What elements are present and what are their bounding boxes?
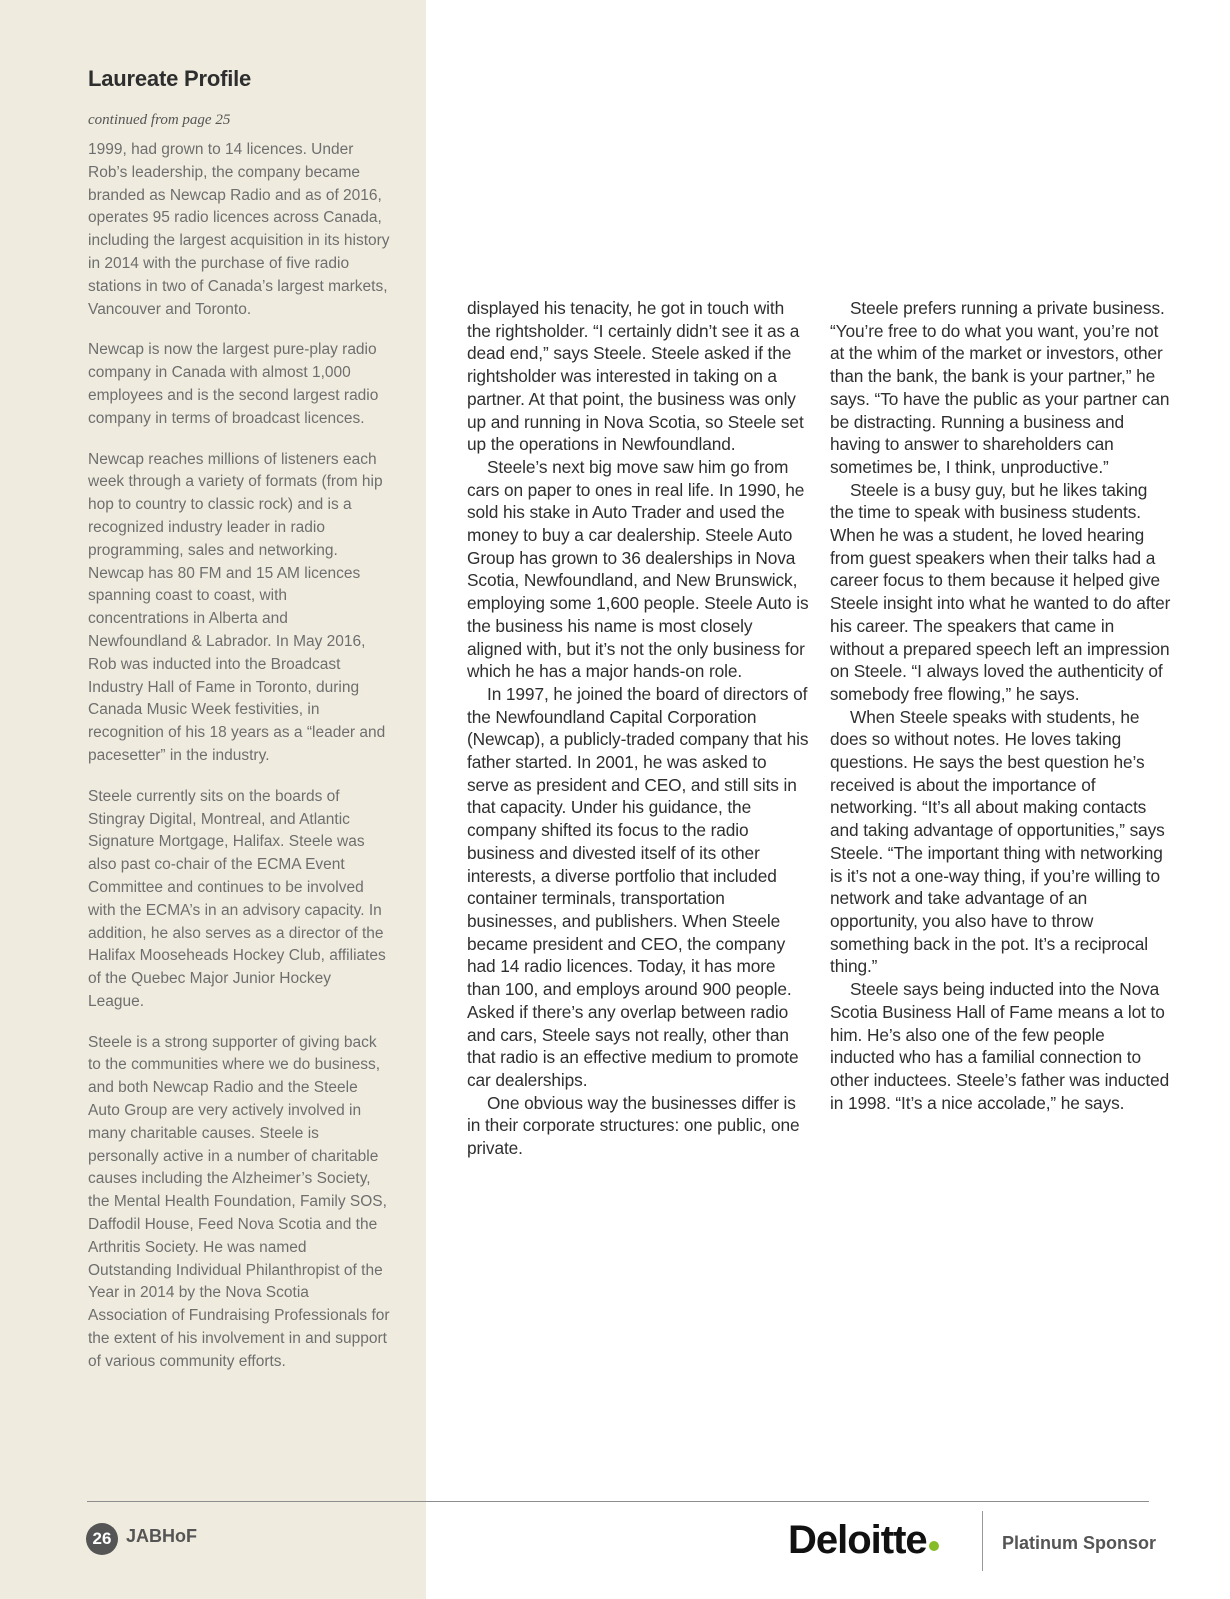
sponsor-logo-text: Deloitte — [788, 1518, 927, 1562]
continued-note: continued from page 25 — [88, 112, 231, 128]
article-column-2 — [830, 297, 1172, 1114]
article-paragraph: One obvious way the businesses differ is in their corporate structures: one public, one private. — [467, 1092, 800, 1159]
sponsor-logo — [788, 1515, 939, 1565]
article-paragraph: Steele says being inducted into the Nova Scotia Business Hall of Fame means a lot to him. He’s also one of the few people inducted who has a familial connection to other inductees. Steele’s father was inducted in 1998. “It’s a nice accolade,” he says. — [830, 979, 1170, 1113]
footer-divider — [87, 1501, 1149, 1502]
article-paragraph: displayed his tenacity, he got in touch with the rightsholder. “I certainly didn’t see it as a dead end,” says Steele. Steele asked if the rightsholder was interested in taking on a partner. At that point, the business was only up and running in Nova Scotia, so Steele set up the operations in Newfoundland. — [467, 298, 804, 455]
laureate-profile-sidebar — [88, 66, 390, 1392]
sponsor-logo-dot-icon — [929, 1541, 939, 1551]
sidebar-paragraph: 1999, had grown to 14 licences. Under Rob’s leadership, the company became branded as Newcap Radio and as of 2016, operates 95 radio licences across Canada, including the largest acquisition in its history in 2014 with the purchase of five radio stations in two of Canada’s largest markets, Vancouver and Toronto. — [88, 141, 390, 318]
article-paragraph: Steele prefers running a private business. “You’re free to do what you want, you’re not at the whim of the market or investors, other than the bank, the bank is your partner,” he says. “To have the public as your partner can be distracting. Running a business and having to answer to shareholders can sometimes be, I think, unproductive.” — [830, 298, 1170, 477]
article-column-1 — [467, 297, 809, 1160]
sidebar-paragraph: Newcap reaches millions of listeners each week through a variety of formats (from hip hop to country to classic rock) and is a recognized industry leader in radio programming, sales and networking. Newcap has 80 FM and 15 AM licences spanning coast to coast, with concentrations in Alberta and Newfoundland & Labrador. In May 2016, Rob was inducted into the Broadcast Industry Hall of Fame in Toronto, during Canada Music Week festivities, in recognition of his 18 years as a “leader and pacesetter” in the industry. — [88, 450, 386, 764]
sponsor-divider — [982, 1511, 983, 1571]
sidebar-title: Laureate Profile — [88, 66, 252, 91]
article-paragraph: Steele is a busy guy, but he likes taking the time to speak with business students. When he was a student, he loved hearing from guest speakers when their talks had a career focus to them because it helped give Steele insight into what he wanted to do after his career. The speakers that came in without a prepared speech left an impression on Steele. “I always loved the authenticity of somebody free flowing,” he says. — [830, 479, 1171, 704]
article-paragraph: Steele’s next big move saw him go from cars on paper to ones in real life. In 1990, he sold his stake in Auto Trader and used the money to buy a car dealership. Steele Auto Group has grown to 36 dealerships in Nova Scotia, Newfoundland, and New Brunswick, employing some 1,600 people. Steele Auto is the business his name is most closely aligned with, but it’s not the only business for which he has a major hands-on role. — [467, 456, 809, 682]
sidebar-paragraph: Steele is a strong supporter of giving back to the communities where we do business, and both Newcap Radio and the Steele Auto Group are very actively involved in many charitable causes. Steele is personally active in a number of charitable causes including the Alzheimer’s Society, the Mental Health Foundation, Family SOS, Daffodil House, Feed Nova Scotia and the Arthritis Society. He was named Outstanding Individual Philanthropist of the Year in 2014 by the Nova Scotia Association of Fundraising Professionals for the extent of his involvement in and support of various community efforts. — [88, 1033, 390, 1370]
article-paragraph: When Steele speaks with students, he does so without notes. He loves taking questions. He says the best question he’s received is about the importance of networking. “It’s all about making contacts and taking advantage of opportunities,” says Steele. “The important thing with networking is it’s not a one-way thing, if you’re willing to network and take advantage of an opportunity, you also have to throw something back in the pot. It’s a reciprocal thing.” — [830, 706, 1165, 977]
page-number-badge: 26 — [86, 1523, 118, 1555]
publication-name: JABHoF — [126, 1526, 197, 1546]
sidebar-paragraph: Newcap is now the largest pure-play radio company in Canada with almost 1,000 employees and is the second largest radio company in terms of broadcast licences. — [88, 341, 379, 427]
sidebar-paragraph: Steele currently sits on the boards of Stingray Digital, Montreal, and Atlantic Signature Mortgage, Halifax. Steele was also past co-chair of the ECMA Event Committee and continues to be involved with the ECMA’s in an advisory capacity. In addition, he also serves as a director of the Halifax Mooseheads Hockey Club, affiliates of the Quebec Major Junior Hockey League. — [88, 787, 386, 1010]
sponsor-label: Platinum Sponsor — [1002, 1533, 1157, 1553]
article-paragraph: In 1997, he joined the board of directors of the Newfoundland Capital Corporation (Newcap), a publicly-traded company that his father started. In 2001, he was asked to serve as president and CEO, and still sits in that capacity. Under his guidance, the company shifted its focus to the radio business and divested itself of its other interests, a diverse portfolio that included container terminals, transportation businesses, and publishers. When Steele became president and CEO, the company had 14 radio licences. Today, it has more than 100, and employs around 900 people. Asked if there’s any overlap between radio and cars, Steele says not really, other than that radio is an effective medium to promote car dealerships. — [467, 683, 809, 1090]
